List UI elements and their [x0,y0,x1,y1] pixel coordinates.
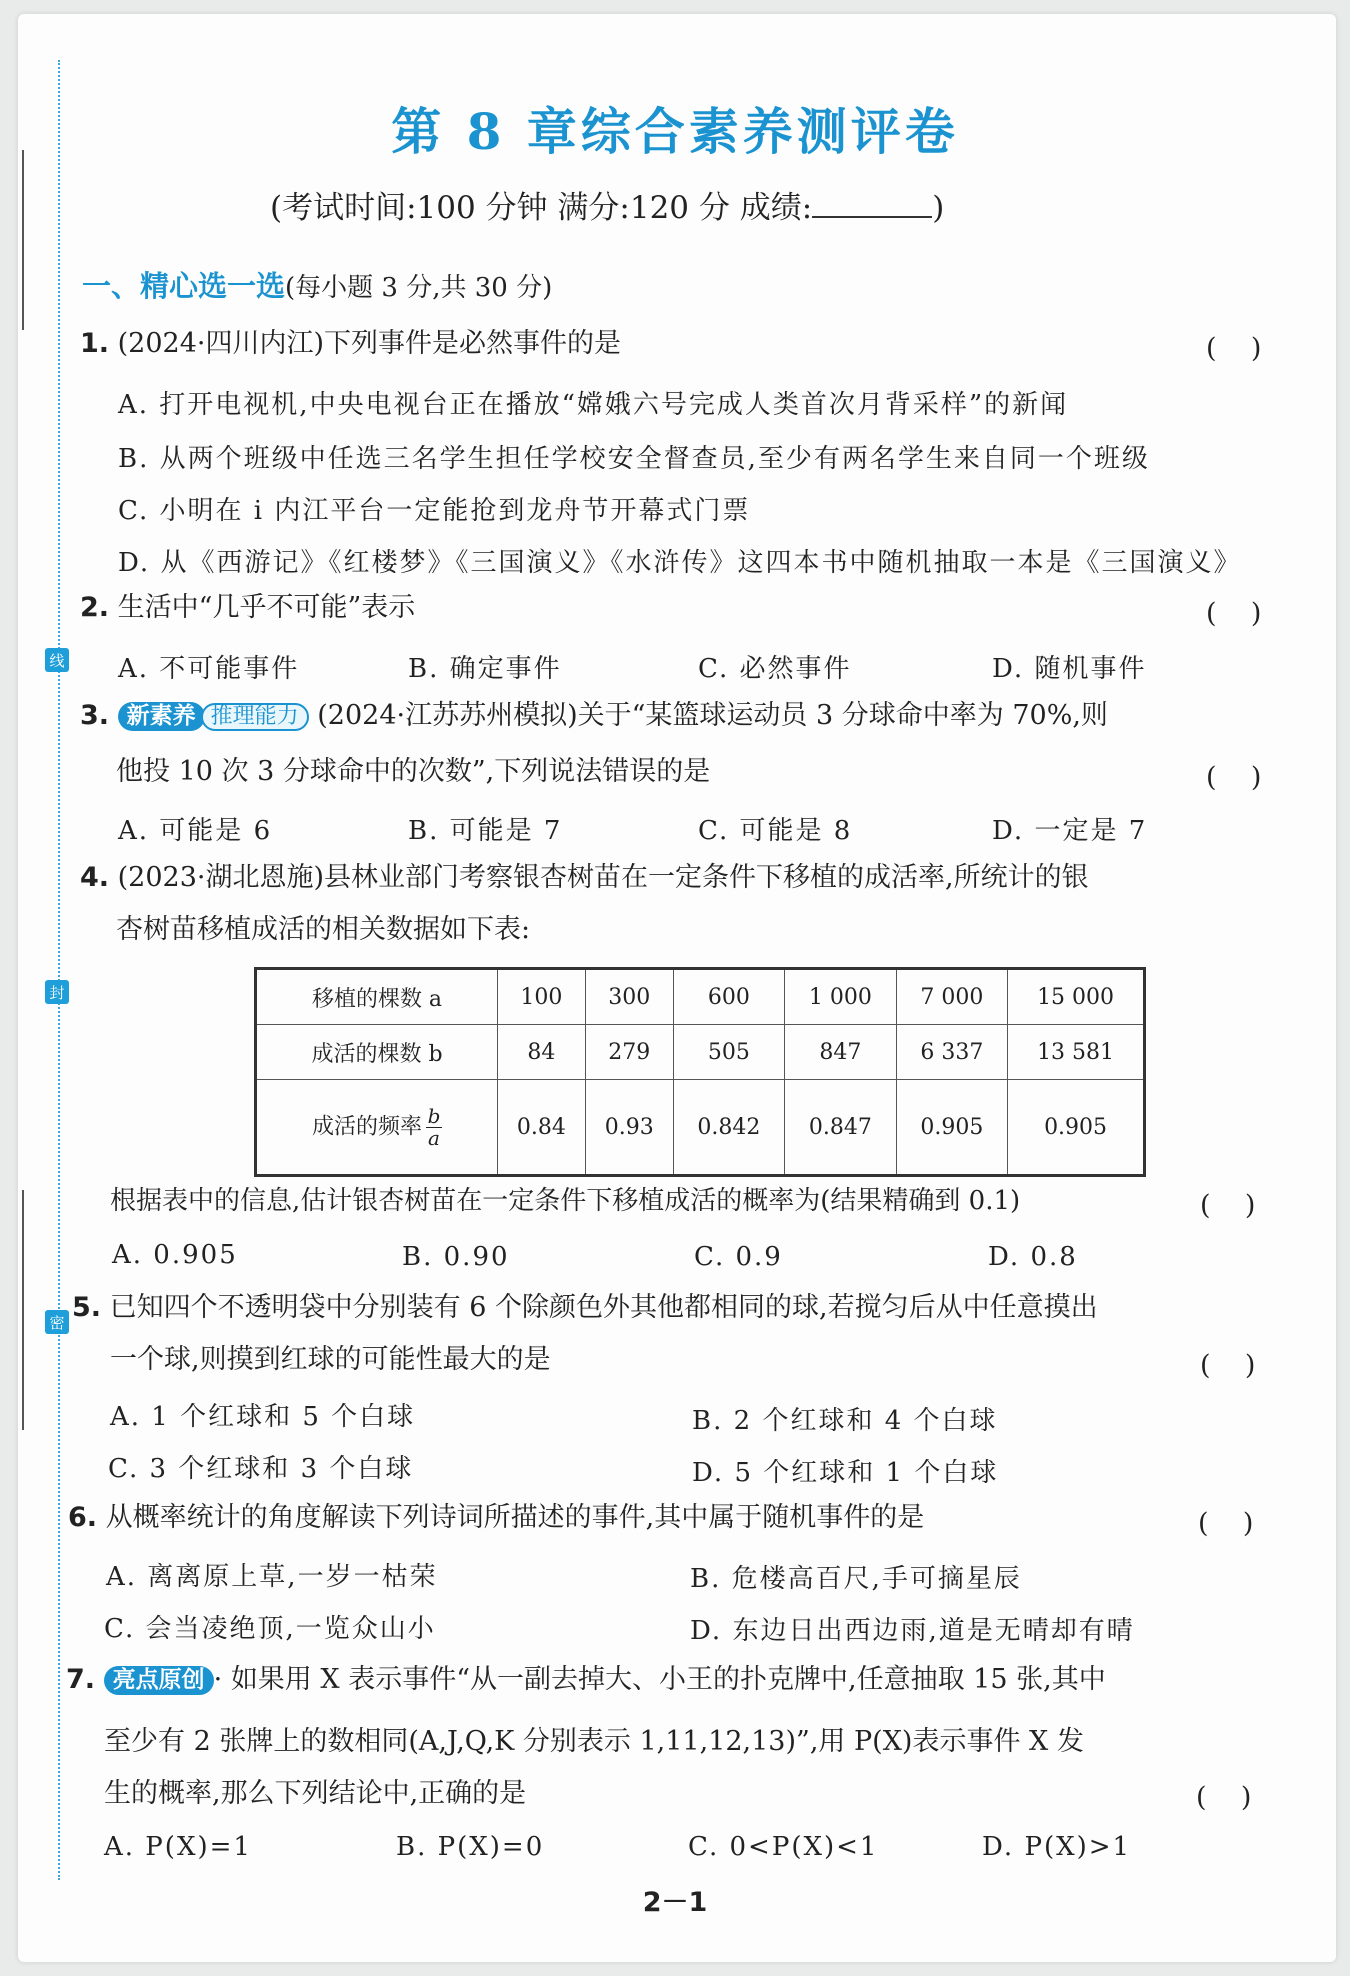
fraction-denominator: a [428,1125,440,1150]
option-d: D. 5 个红球和 1 个白球 [692,1458,999,1488]
option-c: C. 0.9 [694,1242,783,1272]
section-title: 一、精心选一选 [82,269,286,303]
option-b: B. 0.90 [402,1242,510,1272]
question-text: 生活中“几乎不可能”表示 [117,592,416,623]
question-text: 如果用 X 表示事件“从一副去掉大、小王的扑克牌中,任意抽取 15 张,其中 [230,1664,1106,1695]
option-a: A. 0.905 [112,1240,238,1270]
question-number: 3. [80,700,110,731]
option-c: C. 可能是 8 [698,816,853,846]
page-title: 第 8 章综合素养测评卷 [391,102,959,161]
answer-paren: ( ) [1200,1190,1256,1221]
question-3-stem-cont: 他投 10 次 3 分球命中的次数”,下列说法错误的是 [116,756,711,787]
table-cell: 成活的棵数 b [256,1025,498,1080]
answer-paren: ( ) [1206,333,1262,364]
option-c: C. 必然事件 [698,654,852,684]
table-cell: 0.84 [498,1080,586,1176]
question-text: (2023·湖北恩施)县林业部门考察银杏树苗在一定条件下移植的成活率,所统计的银 [117,862,1089,893]
binding-dotted-line [58,60,60,1880]
frequency-label: 成活的频率 [311,1114,422,1139]
option-c: C. 3 个红球和 3 个白球 [108,1454,414,1484]
option-b: B. P(X)=0 [396,1832,545,1862]
binding-mark-feng: 封 [45,980,69,1004]
option-a: A. P(X)=1 [104,1832,252,1862]
table-cell: 0.905 [1008,1080,1145,1176]
option-b: B. 确定事件 [408,654,562,684]
exam-info-end: ) [932,190,945,226]
answer-paren: ( ) [1206,762,1262,793]
question-3-stem [80,702,1108,731]
question-text: 已知四个不透明袋中分别装有 6 个除颜色外其他都相同的球,若搅匀后从中任意摸出 [109,1292,1098,1323]
question-number: 6. [68,1502,98,1533]
table-cell: 7 000 [896,969,1007,1025]
table-cell: 0.905 [896,1080,1007,1176]
question-text: (2024·江苏苏州模拟)关于“某篮球运动员 3 分球命中率为 70%,则 [317,700,1108,731]
table-cell: 0.93 [585,1080,673,1176]
option-a: A. 打开电视机,中央电视台正在播放“嫦娥六号完成人类首次月背采样”的新闻 [118,390,1069,420]
option-d: D. 从《西游记》《红楼梦》《三国演义》《水浒传》这四本书中随机抽取一本是《三国演义》 [118,548,1242,578]
option-d: D. 一定是 7 [992,816,1148,846]
table-row [256,969,1145,1025]
answer-paren: ( ) [1206,598,1262,629]
table-cell: 1 000 [785,969,896,1025]
question-number: 2. [80,592,110,623]
table-cell: 300 [585,969,673,1025]
option-c: C. 小明在 i 内江平台一定能抢到龙舟节开幕式门票 [118,496,751,526]
question-7-stem-final: 生的概率,那么下列结论中,正确的是 [104,1778,527,1809]
question-number: 1. [80,328,110,359]
option-b: B. 从两个班级中任选三名学生担任学校安全督查员,至少有两名学生来自同一个班级 [118,444,1150,474]
option-b: B. 危楼高百尺,手可摘星辰 [690,1564,1022,1594]
question-7-stem-cont: 至少有 2 张牌上的数相同(A,J,Q,K 分别表示 1,11,12,13)”,用 P(X)表示事件 X 发 [104,1726,1084,1757]
page-edge-line [22,1190,24,1430]
tag-original: 亮点原创 [104,1666,214,1695]
question-5-stem-cont: 一个球,则摸到红球的可能性最大的是 [110,1344,551,1375]
question-4-stem [80,864,1089,891]
tag-new-literacy: 新素养 [118,702,205,731]
score-blank [812,190,932,218]
page-edge-line [22,150,24,330]
table-cell: 6 337 [896,1025,1007,1080]
table-cell: 0.842 [673,1080,784,1176]
question-number: 7. [66,1664,96,1695]
question-number: 4. [80,862,110,893]
table-cell: 505 [673,1025,784,1080]
exam-info [270,182,944,227]
table-cell: 0.847 [785,1080,896,1176]
question-5-stem [72,1294,1098,1321]
binding-mark-xian: 线 [45,648,69,672]
fraction-numerator: b [427,1103,441,1128]
question-text: 从概率统计的角度解读下列诗词所描述的事件,其中属于随机事件的是 [105,1502,925,1533]
question-2-stem [80,594,415,621]
section-heading [82,269,553,303]
option-c: C. 会当凌绝顶,一览众山小 [104,1614,436,1644]
table-cell: 15 000 [1008,969,1145,1025]
table-cell: 13 581 [1008,1025,1145,1080]
answer-paren: ( ) [1200,1350,1256,1381]
table-cell: 279 [585,1025,673,1080]
question-7-stem: 7. 亮点原创 · 如果用 X 表示事件“从一副去掉大、小王的扑克牌中,任意抽取 15 张,其中 [66,1664,1106,1695]
exam-info-text: (考试时间:100 分钟 满分:120 分 成绩: [270,190,813,226]
option-b: B. 2 个红球和 4 个白球 [692,1406,998,1436]
seedling-data-table [254,967,1146,1177]
table-cell: 移植的棵数 a [256,969,498,1025]
option-a: A. 可能是 6 [118,816,273,846]
table-cell: 600 [673,969,784,1025]
question-4-stem-final: 根据表中的信息,估计银杏树苗在一定条件下移植成活的概率为(结果精确到 0.1) [110,1186,1021,1216]
option-a: A. 离离原上草,一岁一枯荣 [106,1562,438,1592]
answer-paren: ( ) [1198,1508,1254,1539]
table-cell: 100 [498,969,586,1025]
question-6-stem [68,1504,924,1531]
tag-reasoning: 推理能力 [201,703,309,731]
section-note: (每小题 3 分,共 30 分) [285,273,553,303]
option-a: A. 不可能事件 [118,654,300,684]
option-d: D. 东边日出西边雨,道是无晴却有晴 [690,1616,1135,1646]
table-cell: 84 [498,1025,586,1080]
option-a: A. 1 个红球和 5 个白球 [110,1402,416,1432]
option-d: D. 0.8 [988,1242,1078,1272]
option-d: D. P(X)>1 [982,1832,1132,1862]
question-1-stem [80,330,621,357]
question-number: 5. [72,1292,102,1323]
option-c: C. 0<P(X)<1 [688,1832,879,1862]
fraction-b-over-a [426,1103,442,1150]
question-4-stem-cont: 杏树苗移植成活的相关数据如下表: [116,914,531,945]
answer-paren: ( ) [1196,1782,1252,1813]
option-b: B. 可能是 7 [408,816,563,846]
table-cell [256,1080,498,1176]
question-text: (2024·四川内江)下列事件是必然事件的是 [117,328,622,359]
page-number: 2－1 [642,1887,708,1918]
table-row [256,1080,1145,1176]
option-d: D. 随机事件 [992,654,1147,684]
table-row [256,1025,1145,1080]
binding-mark-mi: 密 [45,1310,69,1334]
table-cell: 847 [785,1025,896,1080]
